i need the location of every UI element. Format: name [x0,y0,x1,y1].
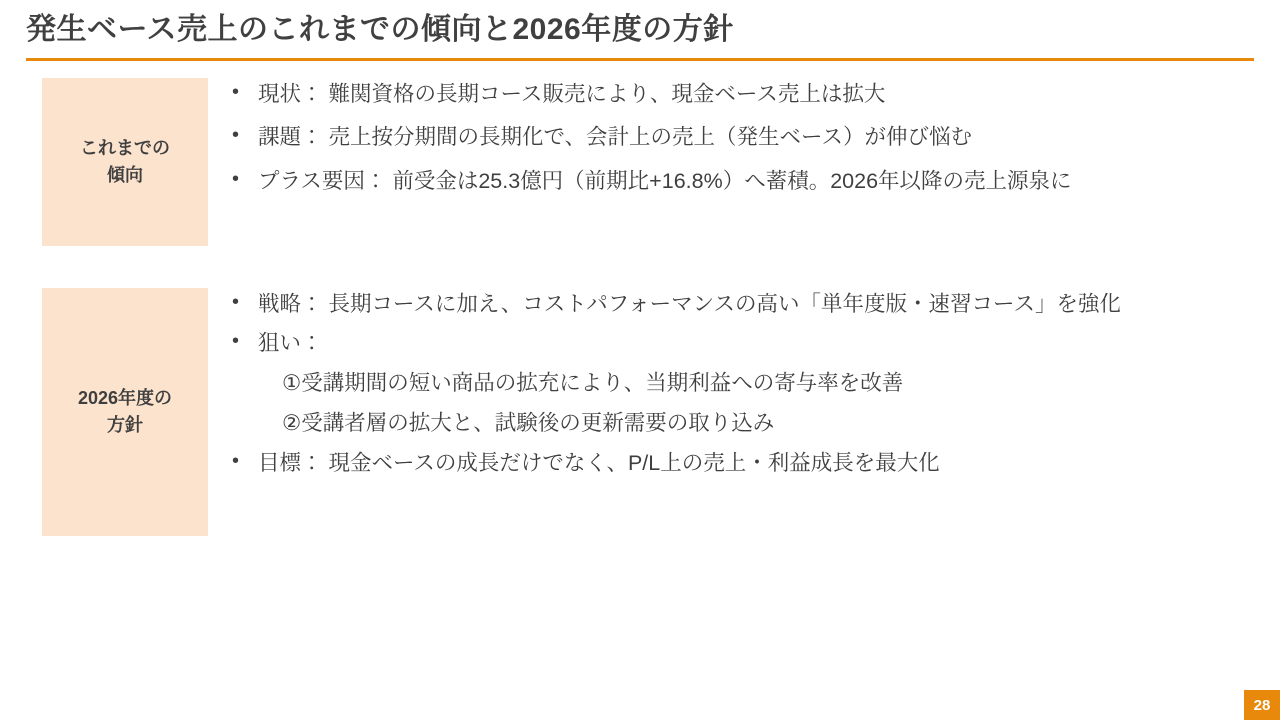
list-item: • 目標： 現金ベースの成長だけでなく、P/L上の売上・利益成長を最大化 [224,447,1242,480]
section-label-trends [42,78,208,246]
section-content-trends [208,78,1242,246]
section-label-policy-line2: 方針 [106,415,143,435]
bullet-list-policy [224,288,1242,361]
page-number-badge: 28 [1244,690,1280,720]
list-item: • 現状： 難関資格の長期コース販売により、現金ベース売上は拡大 [224,78,1242,111]
title-divider [26,58,1254,61]
section-label-policy-line1: 2026年度の [77,388,173,408]
section-policy [42,288,1242,536]
sub-list-item: ②受講者層の拡大と、試験後の更新需要の取り込み [282,410,775,435]
section-label-policy [42,288,208,536]
section-label-trends-line2: 傾向 [107,165,143,185]
section-content-policy [208,288,1242,536]
list-item: • 狙い： [224,327,1242,360]
section-label-trends-line1: これまでの [80,138,170,158]
list-item: • プラス要因： 前受金は25.3億円（前期比+16.8%）へ蓄積。2026年以降の売上源泉に [224,165,1242,198]
title-block [26,10,1254,49]
list-item: • 戦略： 長期コースに加え、コストパフォーマンスの高い「単年度版・速習コース」を強化 [224,288,1242,321]
bullet-list-trends [224,78,1242,198]
bullet-list-policy-goal [224,447,1242,480]
sub-list-item: ①受講期間の短い商品の拡充により、当期利益への寄与率を改善 [282,370,904,395]
list-item: • 課題： 売上按分期間の長期化で、会計上の売上（発生ベース）が伸び悩む [224,121,1242,154]
section-trends [42,78,1242,246]
page-title: 発生ベース売上のこれまでの傾向と2026年度の方針 [26,13,734,46]
